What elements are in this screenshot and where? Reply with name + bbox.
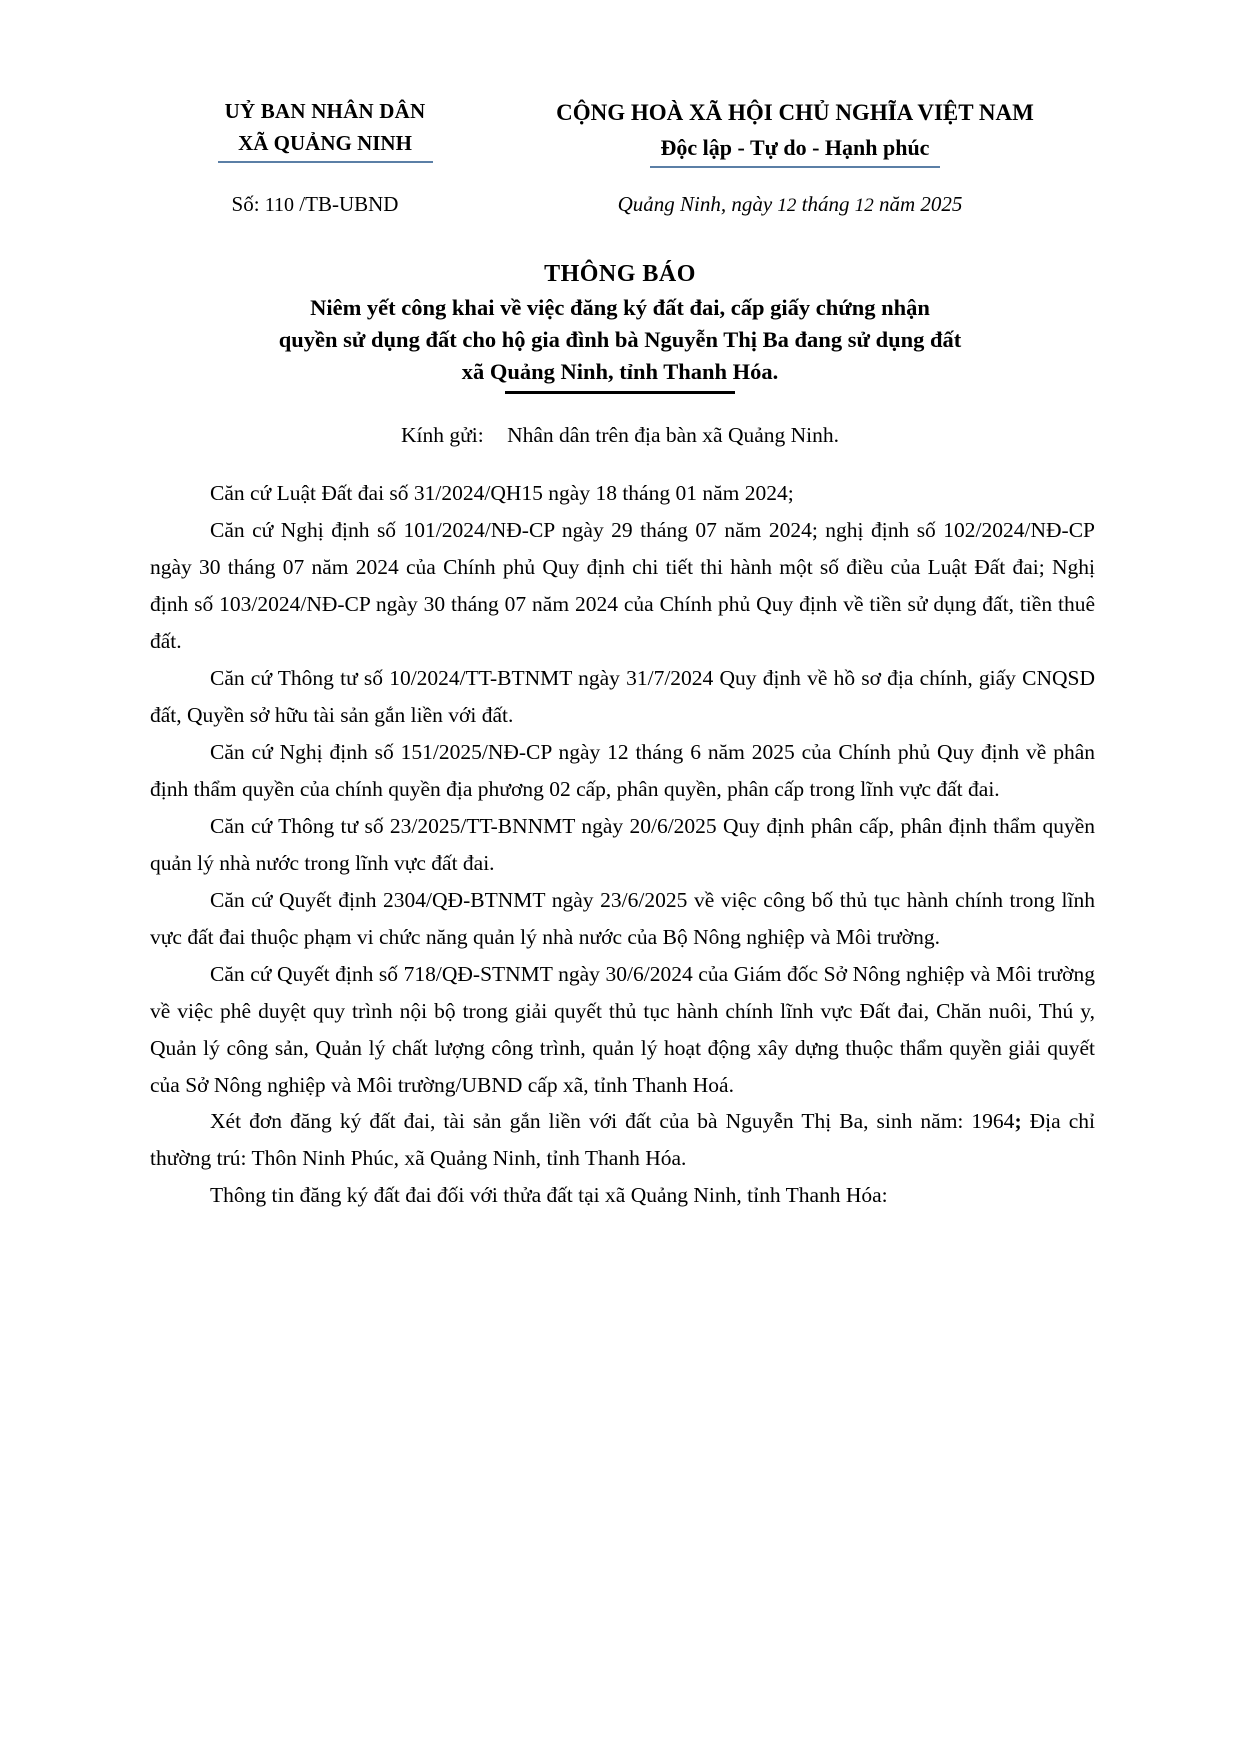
document-number-value: 110 — [264, 194, 295, 216]
applicant-text-separator: ; — [1014, 1109, 1022, 1134]
body-paragraph-applicant — [150, 1103, 1095, 1177]
body-paragraph-legal-basis-6: Căn cứ Quyết định 2304/QĐ-BTNMT ngày 23/6/2025 về việc công bố thủ tục hành chính trong lĩnh vực đất đai thuộc phạm vi chức năng quản lý nhà nước của Bộ Nông nghiệp và Môi trường. — [150, 887, 1095, 949]
addressee-line — [120, 423, 1120, 448]
issuing-authority-underline — [218, 161, 433, 163]
applicant-text-part-2: Địa chỉ thường trú: Thôn Ninh Phúc, xã Quảng Ninh, tỉnh Thanh Hóa. — [150, 1109, 1096, 1171]
body-paragraph-legal-basis-3: Căn cứ Thông tư số 10/2024/TT-BTNMT ngày 31/7/2024 Quy định về hồ sơ địa chính, giấy CNQSD đất, Quyền sở hữu tài sản gắn liền với đất. — [150, 665, 1095, 727]
body-paragraph-legal-basis-7: Căn cứ Quyết định số 718/QĐ-STNMT ngày 30/6/2024 của Giám đốc Sở Nông nghiệp và Môi trường về việc phê duyệt quy trình nội bộ trong giải quyết thủ tục hành chính lĩnh vực Đất đai, Chăn nuôi, Thú y, Quản lý công sản, Quản lý chất lượng công trình, quản lý hoạt động xây dựng thuộc thẩm quyền giải quyết của Sở Nông nghiệp và Môi trường/UBND cấp xã, tỉnh Thanh Hoá. — [150, 961, 1095, 1097]
document-date-year-label: năm — [879, 192, 916, 216]
document-number — [150, 192, 480, 217]
issuing-authority-line-2: XÃ QUẢNG NINH — [238, 130, 412, 155]
document-type-title: THÔNG BÁO — [544, 261, 696, 287]
document-date-month: 12 — [854, 195, 874, 216]
body-paragraph-legal-basis-1: Căn cứ Luật Đất đai số 31/2024/QH15 ngày 18 tháng 01 năm 2024; — [210, 481, 794, 505]
national-heading-block — [490, 96, 1100, 168]
document-subject-line-1: Niêm yết công khai về việc đăng ký đất đai, cấp giấy chứng nhận — [310, 295, 930, 321]
document-date-place: Quảng Ninh, ngày — [617, 192, 773, 216]
document-subject-line-2: quyền sử dụng đất cho hộ gia đình bà Nguyễn Thị Ba đang sử dụng đất — [278, 327, 962, 353]
document-subject-underline — [505, 391, 735, 394]
national-motto-wrap — [490, 131, 1100, 168]
title-block — [120, 258, 1120, 394]
applicant-text-part-1: Xét đơn đăng ký đất đai, tài sản gắn liền với đất của bà Nguyễn Thị Ba, sinh năm: 1964 — [210, 1109, 1015, 1134]
document-number-label: Số: — [231, 192, 260, 216]
document-header — [150, 96, 1100, 168]
body-paragraph-legal-basis-5: Căn cứ Thông tư số 23/2025/TT-BNNMT ngày 20/6/2025 Quy định phân cấp, phân định thẩm quyền quản lý nhà nước trong lĩnh vực đất đai. — [150, 813, 1095, 875]
body-paragraph-legal-basis-4: Căn cứ Nghị định số 151/2025/NĐ-CP ngày 12 tháng 6 năm 2025 của Chính phủ Quy định về phân định thẩm quyền của chính quyền địa phương 02 cấp, phân quyền, phân cấp trong lĩnh vực đất đai. — [150, 739, 1095, 801]
document-body — [150, 475, 1095, 1214]
document-meta-row — [150, 192, 1100, 217]
document-date — [480, 192, 1100, 217]
national-motto: Độc lập - Tự do - Hạnh phúc — [660, 134, 930, 160]
document-date-month-label: tháng — [801, 192, 850, 216]
addressee-value: Nhân dân trên địa bàn xã Quảng Ninh. — [507, 423, 840, 447]
document-subject — [120, 292, 1120, 393]
document-date-day: 12 — [777, 195, 797, 216]
body-paragraph-closing: Thông tin đăng ký đất đai đối với thửa đất tại xã Quảng Ninh, tỉnh Thanh Hóa: — [210, 1183, 888, 1208]
national-title: CỘNG HOÀ XÃ HỘI CHỦ NGHĨA VIỆT NAM — [556, 100, 1034, 125]
document-number-suffix: /TB-UBND — [299, 192, 399, 216]
issuing-authority-line-2-wrap — [160, 128, 490, 164]
body-paragraph-legal-basis-2: Căn cứ Nghị định số 101/2024/NĐ-CP ngày 29 tháng 07 năm 2024; nghị định số 102/2024/NĐ-CP ngày 30 tháng 07 năm 2024 của Chính phủ Quy định chi tiết thi hành một số điều của Luật Đất đai; Nghị định số 103/2024/NĐ-CP ngày 30 tháng 07 năm 2024 của Chính phủ Quy định về tiền sử dụng đất, tiền thuê đất. — [150, 517, 1095, 653]
national-motto-underline — [650, 166, 940, 168]
addressee-label: Kính gửi: — [400, 423, 484, 447]
document-date-year: 2025 — [920, 192, 963, 216]
issuing-authority-line-1: UỶ BAN NHÂN DÂN — [224, 99, 426, 123]
issuing-authority-block — [150, 96, 490, 163]
document-subject-line-3: xã Quảng Ninh, tỉnh Thanh Hóa. — [461, 359, 779, 385]
